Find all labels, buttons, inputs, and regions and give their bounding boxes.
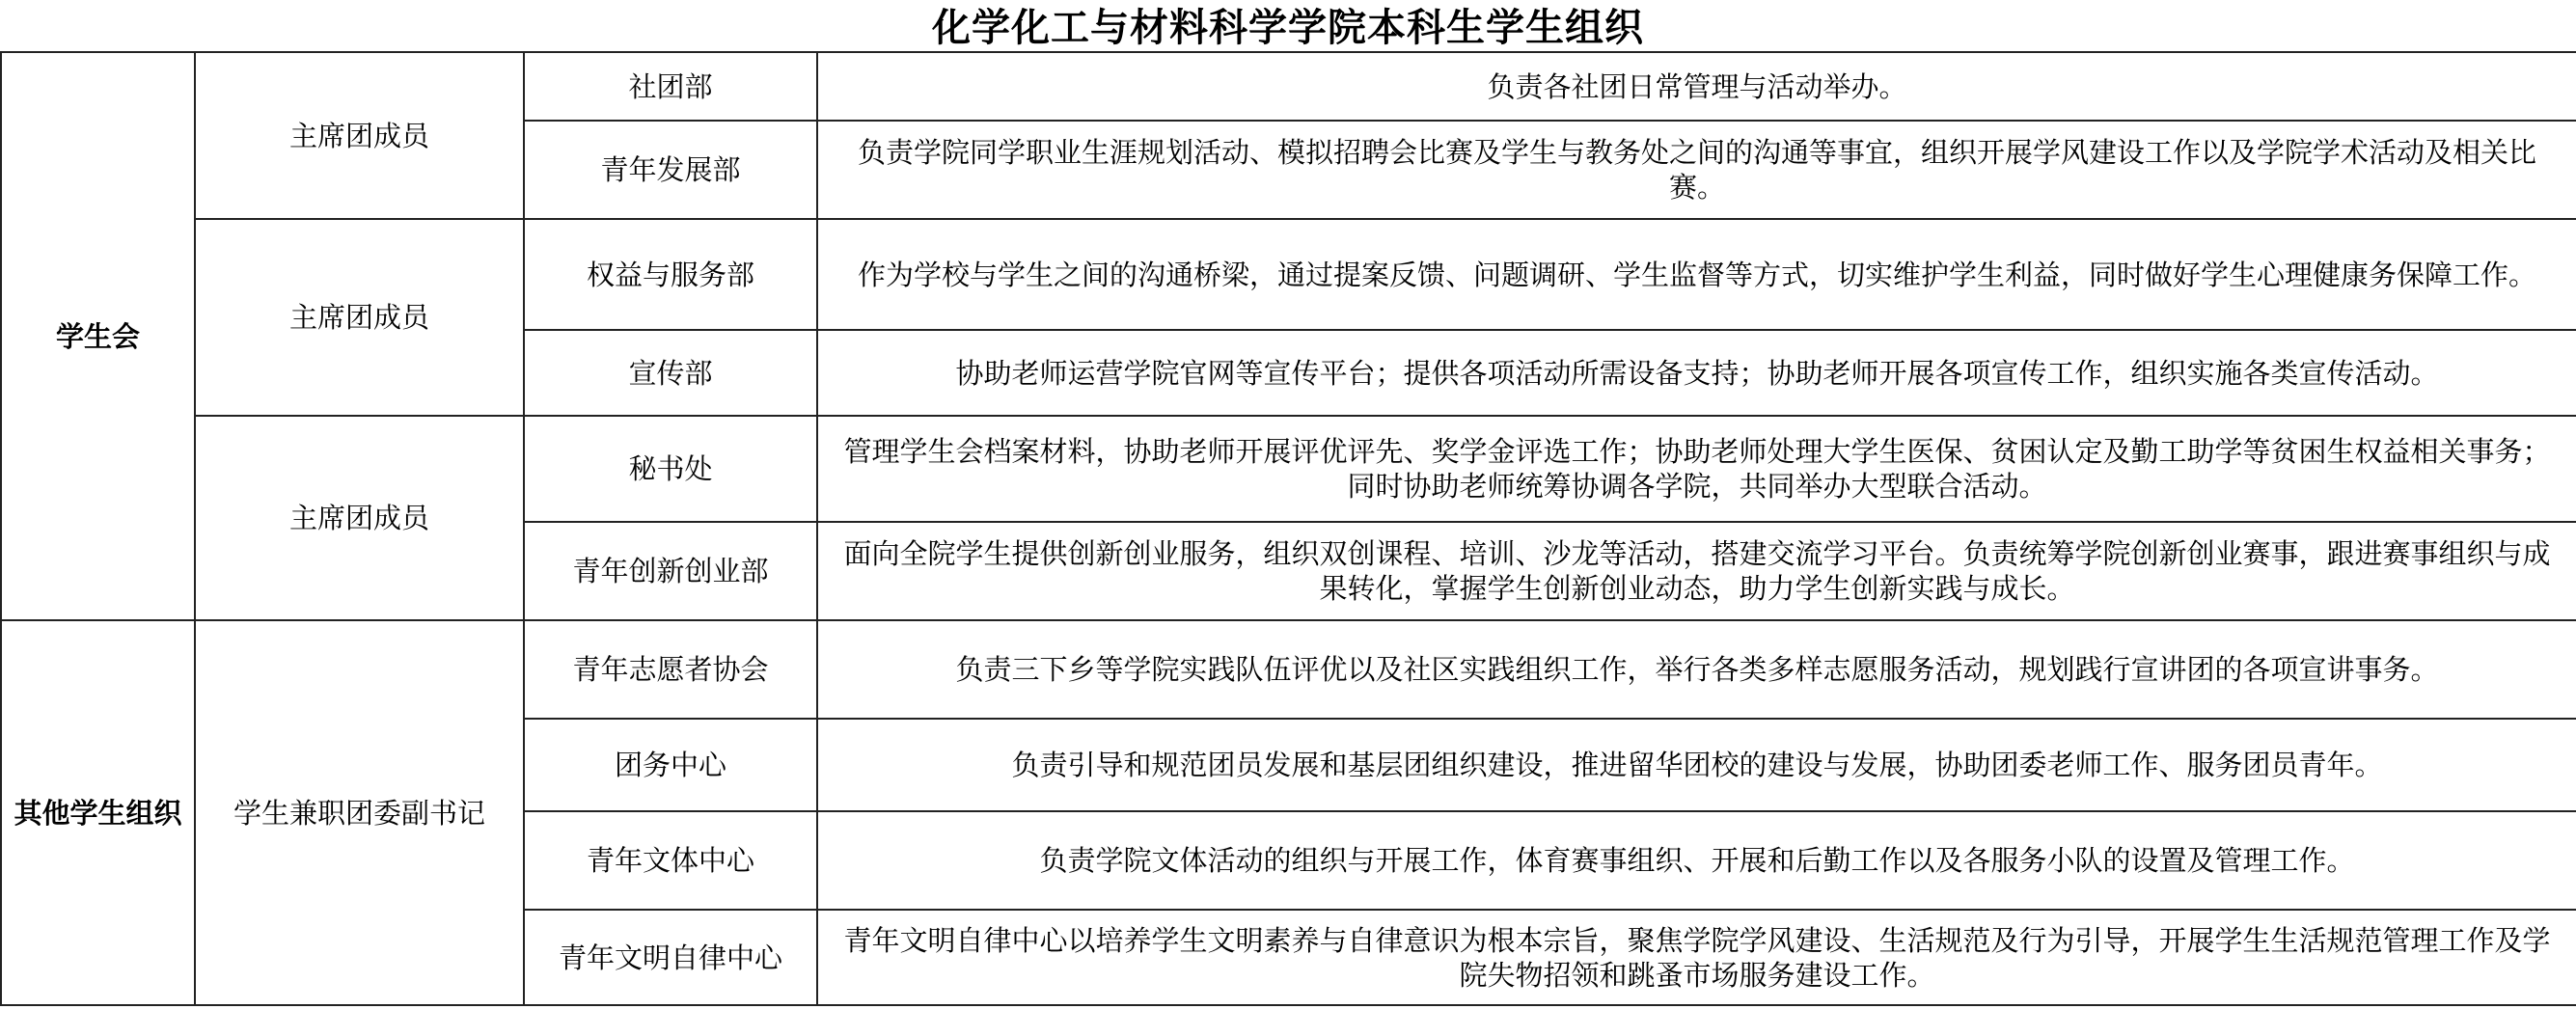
role-cell-presidium: 主席团成员 (195, 219, 524, 416)
dept-cell-civility-discipline: 青年文明自律中心 (524, 910, 817, 1005)
table-row (1, 620, 2576, 719)
table-row (1, 52, 2576, 121)
role-cell-presidium: 主席团成员 (195, 416, 524, 620)
dept-cell-league-affairs: 团务中心 (524, 719, 817, 811)
desc-cell-civility-discipline: 青年文明自律中心以培养学生文明素养与自律意识为根本宗旨，聚焦学院学风建设、生活规范及行为引导，开展学生生活规范管理工作及学院失物招领和跳蚤市场服务建设工作。 (817, 910, 2576, 1005)
desc-cell-secretariat: 管理学生会档案材料，协助老师开展评优评先、奖学金评选工作；协助老师处理大学生医保、贫困认定及勤工助学等贫困生权益相关事务；同时协助老师统筹协调各学院，共同举办大型联合活动。 (817, 416, 2576, 522)
desc-cell-innovation: 面向全院学生提供创新创业服务，组织双创课程、培训、沙龙等活动，搭建交流学习平台。负责统筹学院创新创业赛事，跟进赛事组织与成果转化，掌握学生创新创业动态，助力学生创新实践与成长。 (817, 522, 2576, 620)
table-row (1, 416, 2576, 522)
dept-cell-volunteers: 青年志愿者协会 (524, 620, 817, 719)
org-cell-student-union: 学生会 (1, 52, 195, 620)
dept-cell-innovation: 青年创新创业部 (524, 522, 817, 620)
dept-cell-culture-sports: 青年文体中心 (524, 811, 817, 910)
desc-cell-youth-development: 负责学院同学职业生涯规划活动、模拟招聘会比赛及学生与教务处之间的沟通等事宜，组织开展学风建设工作以及学院学术活动及相关比赛。 (817, 121, 2576, 219)
dept-cell-publicity: 宣传部 (524, 330, 817, 416)
page-title: 化学化工与材料科学学院本科生学生组织 (932, 5, 1644, 50)
desc-cell-publicity: 协助老师运营学院官网等宣传平台；提供各项活动所需设备支持；协助老师开展各项宣传工作，组织实施各类宣传活动。 (817, 330, 2576, 416)
table-row (1, 219, 2576, 330)
desc-cell-league-affairs: 负责引导和规范团员发展和基层团组织建设，推进留华团校的建设与发展，协助团委老师工作、服务团员青年。 (817, 719, 2576, 811)
dept-cell-rights-services: 权益与服务部 (524, 219, 817, 330)
desc-cell-volunteers: 负责三下乡等学院实践队伍评优以及社区实践组织工作，举行各类多样志愿服务活动，规划践行宣讲团的各项宣讲事务。 (817, 620, 2576, 719)
organization-table (0, 51, 2576, 1006)
role-cell-presidium: 主席团成员 (195, 52, 524, 219)
dept-cell-secretariat: 秘书处 (524, 416, 817, 522)
desc-cell-rights-services: 作为学校与学生之间的沟通桥梁，通过提案反馈、问题调研、学生监督等方式，切实维护学生利益，同时做好学生心理健康务保障工作。 (817, 219, 2576, 330)
desc-cell-culture-sports: 负责学院文体活动的组织与开展工作，体育赛事组织、开展和后勤工作以及各服务小队的设置及管理工作。 (817, 811, 2576, 910)
dept-cell-youth-development: 青年发展部 (524, 121, 817, 219)
desc-cell-clubs: 负责各社团日常管理与活动举办。 (817, 52, 2576, 121)
dept-cell-clubs: 社团部 (524, 52, 817, 121)
role-cell-league-deputy-secretary: 学生兼职团委副书记 (195, 620, 524, 1005)
org-cell-other-organizations: 其他学生组织 (1, 620, 195, 1005)
